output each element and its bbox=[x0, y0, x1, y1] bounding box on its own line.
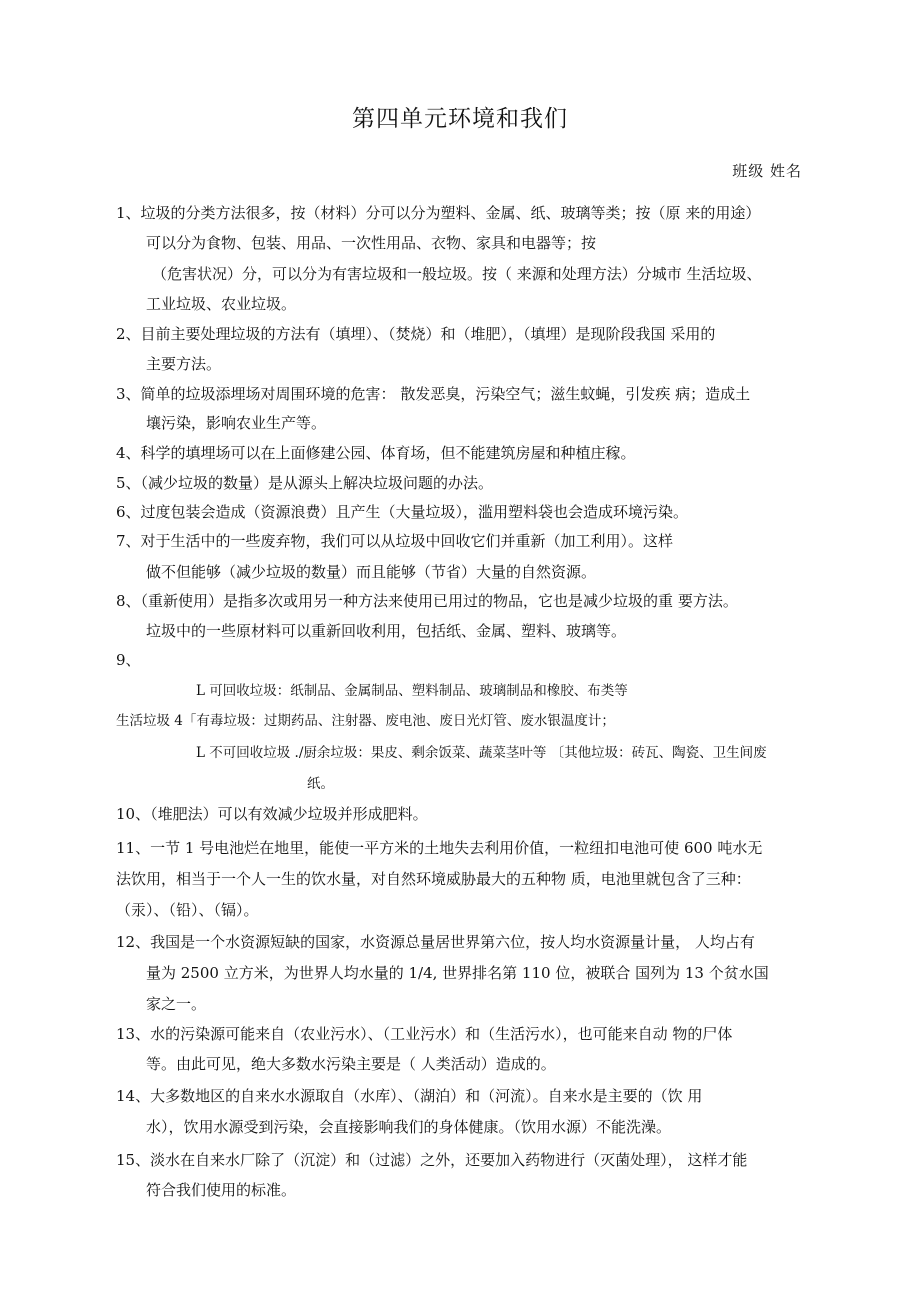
text-line: （危害状况）分，可以分为有害垃圾和一般垃圾。按（ 来源和处理方法）分城市 生活垃圾、 bbox=[152, 265, 762, 283]
text-line: 8、（重新使用）是指多次或用另一种方法来使用已用过的物品，它也是减少垃圾的重 要方法。 bbox=[116, 592, 738, 610]
text-line: 11、一节 1 号电池烂在地里，能使一平方米的土地失去利用价值，一粒纽扣电池可使 600 吨水无 bbox=[116, 839, 763, 857]
text-line: L 不可回收垃圾 ./厨余垃圾：果皮、剩余饭菜、蔬菜茎叶等 〔其他垃圾：砖瓦、陶瓷、卫生间废 bbox=[196, 745, 767, 761]
text-line: 13、水的污染源可能来自（农业污水）、（工业污水）和（生活污水），也可能来自动 物的尸体 bbox=[116, 1025, 733, 1043]
text-line: 15、淡水在自来水厂除了（沉淀）和（过滤）之外，还要加入药物进行（灭菌处理）， 这样才能 bbox=[116, 1151, 748, 1169]
text-line: 量为 2500 立方米，为世界人均水量的 1/4, 世界排名第 110 位，被联合 国列为 13 个贫水国 bbox=[146, 964, 769, 982]
text-line: 3、简单的垃圾添埋场对周围环境的危害： 散发恶臭，污染空气；滋生蚊蝇，引发疾 病；造成土 bbox=[116, 385, 751, 403]
text-line: 法饮用，相当于一个人一生的饮水量，对自然环境威胁最大的五种物 质，电池里就包含了三种： bbox=[116, 870, 751, 888]
text-line: 可以分为食物、包装、用品、一次性用品、衣物、家具和电器等；按 bbox=[146, 234, 597, 252]
text-line: 水），饮用水源受到污染，会直接影响我们的身体健康。（饮用水源）不能洗澡。 bbox=[146, 1118, 672, 1136]
text-line: L 可回收垃圾：纸制品、金属制品、塑料制品、玻璃制品和橡胶、布类等 bbox=[196, 683, 628, 699]
text-line: 生活垃圾 4「有毒垃圾：过期药品、注射器、废电池、废日光灯管、废水银温度计； bbox=[116, 713, 615, 729]
text-line: 10、（堆肥法）可以有效减少垃圾并形成肥料。 bbox=[116, 805, 428, 823]
text-line: 12、我国是一个水资源短缺的国家，水资源总量居世界第六位，按人均水资源量计量， 人均占有 bbox=[116, 933, 755, 951]
text-line: 14、大多数地区的自来水水源取自（水库）、（湖泊）和（河流）。自来水是主要的（饮 用 bbox=[116, 1087, 703, 1105]
text-line: 纸。 bbox=[307, 776, 334, 792]
text-line: 做不但能够（减少垃圾的数量）而且能够（节省）大量的自然资源。 bbox=[146, 563, 597, 581]
text-line: 垃圾中的一些原材料可以重新回收利用，包括纸、金属、塑料、玻璃等。 bbox=[146, 622, 627, 640]
text-line: 壤污染，影响农业生产等。 bbox=[146, 414, 327, 432]
text-line: 等。由此可见，绝大多数水污染主要是（ 人类活动）造成的。 bbox=[146, 1055, 556, 1073]
text-line: 5、（减少垃圾的数量）是从源头上解决垃圾问题的办法。 bbox=[116, 474, 494, 492]
text-line: 符合我们使用的标准。 bbox=[146, 1181, 297, 1199]
text-line: （汞）、（铅）、（镉）。 bbox=[116, 901, 259, 919]
class-name-field: 班级 姓名 bbox=[732, 162, 802, 180]
text-line: 家之一。 bbox=[146, 995, 207, 1013]
text-line: 6、过度包装会造成（资源浪费）且产生（大量垃圾），滥用塑料袋也会造成环境污染。 bbox=[116, 503, 689, 521]
page-title: 第四单元环境和我们 bbox=[352, 106, 568, 132]
text-line: 工业垃圾、农业垃圾。 bbox=[146, 295, 297, 313]
text-line: 7、对于生活中的一些废弃物，我们可以从垃圾中回收它们并重新（加工利用）。这样 bbox=[116, 532, 674, 550]
text-line: 2、目前主要处理垃圾的方法有（填埋）、（焚烧）和（堆肥），（填埋）是现阶段我国 采用的 bbox=[116, 325, 716, 343]
text-line: 主要方法。 bbox=[146, 355, 222, 373]
text-line: 4、科学的填埋场可以在上面修建公园、体育场，但不能建筑房屋和种植庄稼。 bbox=[116, 444, 636, 462]
text-line: 9、 bbox=[116, 651, 141, 669]
text-line: 1、垃圾的分类方法很多，按（材料）分可以分为塑料、金属、纸、玻璃等类；按（原 来的用途） bbox=[116, 204, 761, 222]
